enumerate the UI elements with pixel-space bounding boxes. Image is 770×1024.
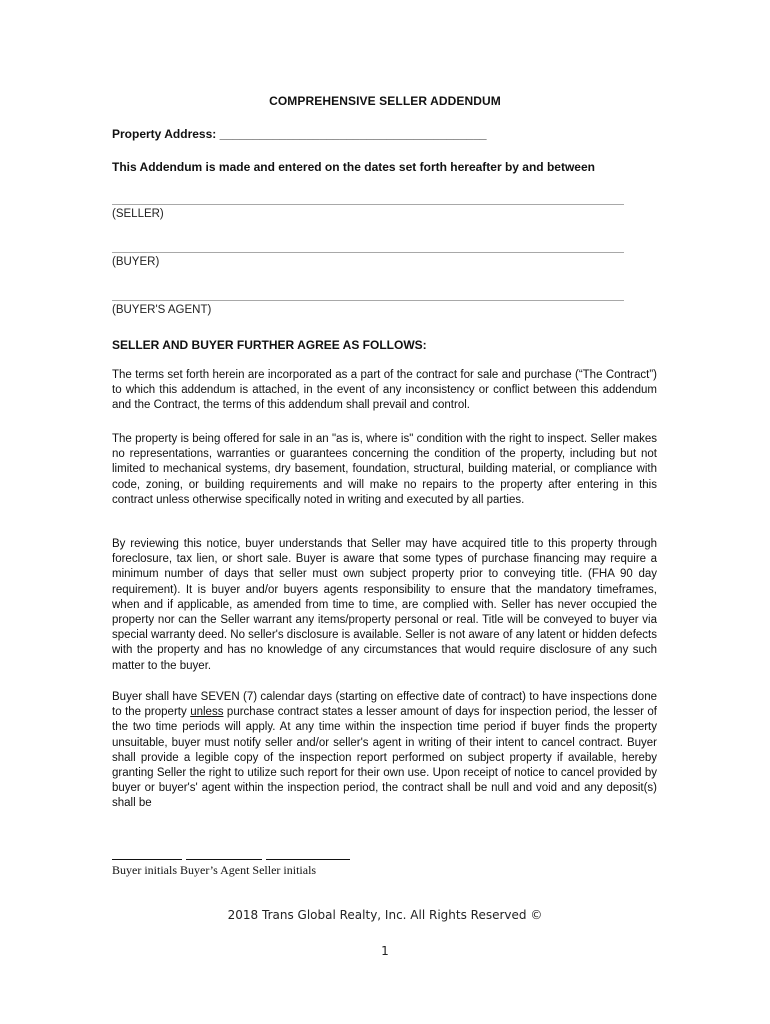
paragraph-as-is-condition: The property is being offered for sale in an "as is, where is" condition with the right to inspect. Seller makes no representations, warranties or guarantees concerning the condition of the property, including but not limited to mechanical systems, dry basement, foundation, structural, building material, or compliance with code, zoning, or building requirements and will make no repairs to the property after entering in this contract unless otherwise specifically noted in writing and executed by all parties. xyxy=(112,433,657,506)
seller-initials-line xyxy=(266,849,350,860)
agreement-heading: SELLER AND BUYER FURTHER AGREE AS FOLLOWS: xyxy=(112,338,427,352)
buyers-agent-label: (BUYER'S AGENT) xyxy=(112,304,212,316)
inspection-text-unless: unless xyxy=(190,706,224,719)
buyer-signature-line xyxy=(112,252,624,253)
initials-caption: Buyer initials Buyer’s Agent Seller initials xyxy=(112,863,317,877)
paragraph-title-disclosure: By reviewing this notice, buyer understands that Seller may have acquired title to this property through foreclosure, tax lien, or short sale. Buyer is aware that some types of purchase financing may require a minimum number of days that seller must own subject property prior to conveying title. (FHA 90 day requirement). It is buyer and/or buyers agents responsibility to ensure that the mandatory timeframes, when and if applicable, as amended from time to time, are complied with. Seller has never occupied the property nor can the Seller warrant any items/property personal or real. Title will be conveyed to buyer via special warranty deed. No seller's disclosure is available. Seller is not aware of any latent or hidden defects with the property and has no knowledge of any circumstances that would require disclosure of any such matter to the buyer. xyxy=(112,538,657,672)
inspection-text-part2: purchase contract states a lesser amount of days for inspection period, the lesser of the two time periods will apply. At any time within the inspection time period if buyer finds the property unsuitable, buyer must notify seller and/or seller's agent in writing of their intent to cancel contract. Buyer shall provide a legible copy of the inspection report performed on subject property if available, hereby granting Seller the right to utilize such report for their own use. Upon receipt of notice to cancel provided by buyer or buyer's' agent within the inspection period, the contract shall be null and void and any deposit(s) shall be xyxy=(112,706,657,810)
buyer-initials-line xyxy=(112,849,182,860)
document-title: COMPREHENSIVE SELLER ADDENDUM xyxy=(269,94,501,108)
buyers-agent-signature-line xyxy=(112,300,624,301)
property-address-field: Property Address: ________________________________________ xyxy=(112,127,487,141)
addendum-intro: This Addendum is made and entered on the dates set forth hereafter by and between xyxy=(112,160,595,174)
paragraph-contract-terms: The terms set forth herein are incorporated as a part of the contract for sale and purchase (“The Contract”) to which this addendum is attached, in the event of any inconsistency or conflict between this addendum and the Contract, the terms of this addendum shall prevail and control. xyxy=(112,369,657,412)
copyright-footer: 2018 Trans Global Realty, Inc. All Rights Reserved © xyxy=(227,908,543,922)
seller-signature-line xyxy=(112,204,624,205)
paragraph-inspection-period xyxy=(112,690,657,812)
initials-lines xyxy=(112,849,354,864)
seller-label: (SELLER) xyxy=(112,208,164,220)
buyer-label: (BUYER) xyxy=(112,256,160,268)
inspection-text-part1: Buyer shall have SEVEN (7) calendar days (starting on effective date of contract) to have inspections done to the property xyxy=(112,691,657,719)
page-number: 1 xyxy=(381,944,389,958)
buyers-agent-initials-line xyxy=(186,849,262,860)
